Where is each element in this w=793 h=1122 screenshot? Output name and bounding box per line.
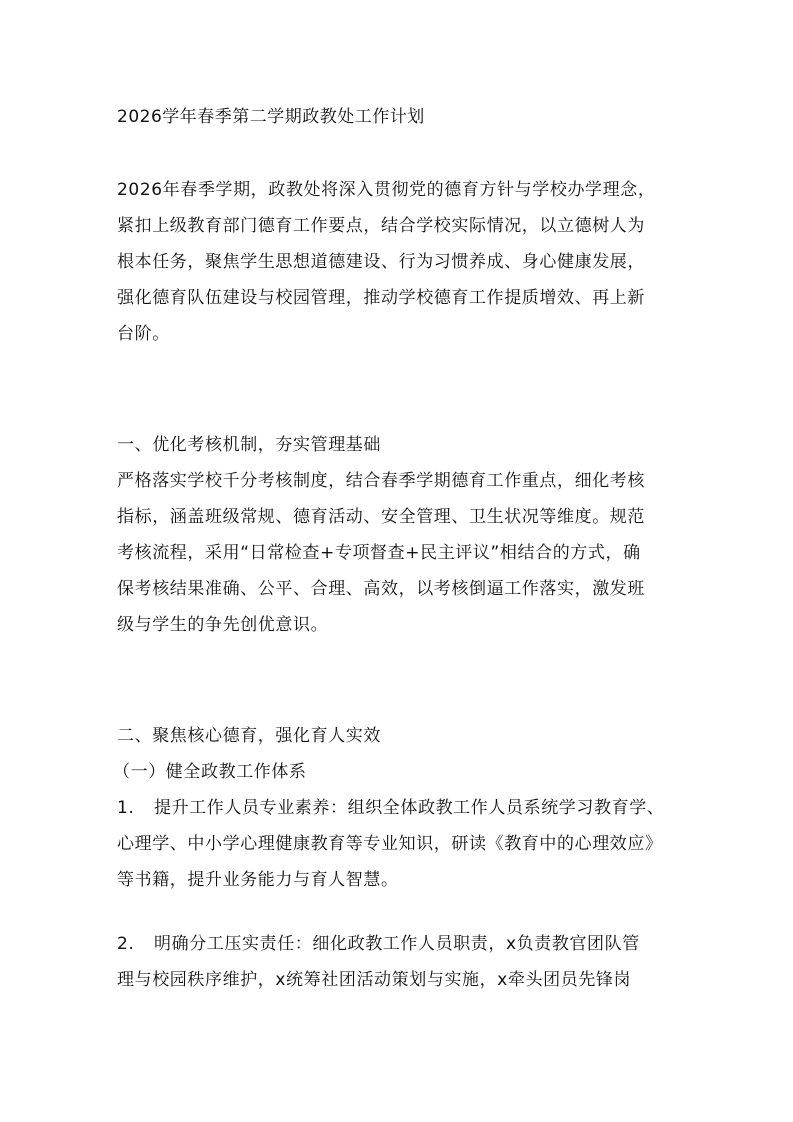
item2-line-2: 理与校园秩序维护，x统筹社团活动策划与实施，x牵头团员先锋岗 [117,970,632,990]
document-title: 2026学年春季第二学期政教处工作计划 [117,107,425,127]
intro-line-4: 强化德育队伍建设与校园管理，推动学校德育工作提质增效、再上新 [117,288,645,308]
item1-line-1: 提升工作人员专业素养：组织全体政教工作人员系统学习教育学、 [154,798,665,818]
intro-line-5: 台阶。 [117,324,170,344]
section1-line-3: 考核流程，采用“日常检查+专项督查+民主评议”相结合的方式，确 [117,543,641,563]
item1-line-2: 心理学、中小学心理健康教育等专业知识，研读《教育中的心理效应》 [117,834,663,854]
section1-heading: 一、优化考核机制，夯实管理基础 [117,435,381,455]
intro-line-3: 根本任务，聚焦学生思想道德建设、行为习惯养成、身心健康发展， [117,252,645,272]
section1-line-4: 保考核结果准确、公平、合理、高效，以考核倒逼工作落实，激发班 [117,579,645,599]
section1-line-1: 严格落实学校千分考核制度，结合春季学期德育工作重点，细化考核 [117,471,645,491]
section2-subheading: （一）健全政教工作体系 [113,762,307,782]
section1-line-2: 指标，涵盖班级常规、德育活动、安全管理、卫生状况等维度。规范 [117,507,645,527]
section1-line-5: 级与学生的争先创优意识。 [117,615,329,635]
item2-number: 2. [117,934,135,954]
item1-line-3: 等书籍，提升业务能力与育人智慧。 [117,870,399,890]
intro-line-1: 2026年春季学期，政教处将深入贯彻党的德育方针与学校办学理念， [117,180,656,200]
item2-line-1: 明确分工压实责任：细化政教工作人员职责，x负责教官团队管 [154,934,640,954]
item1-number: 1. [117,798,135,818]
intro-line-2: 紧扣上级教育部门德育工作要点，结合学校实际情况，以立德树人为 [117,216,645,236]
section2-heading: 二、聚焦核心德育，强化育人实效 [117,726,381,746]
